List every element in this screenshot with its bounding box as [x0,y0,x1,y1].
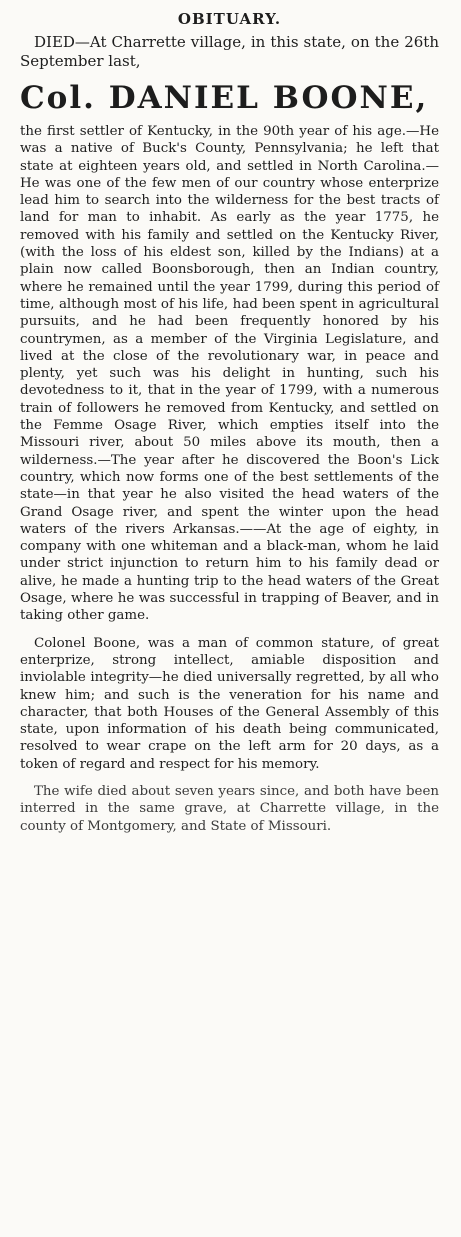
deceased-name: Col. DANIEL BOONE, [20,80,429,116]
biography-paragraph: the first settler of Kentucky, in the 90th year of his age.—He was a native of Buck's County, Pennsylvania; he left that state at eighteen years old, and settled in North Carolina.—He was one of the few men of our country whose enterprize lead him to search into the wilderness for the best tracts of land for man to inhabit. As early as the year 1775, he removed with his family and settled on the Kentucky River, (with the loss of his eldest son, killed by the Indians) at a plain now called Boonsborough, then an Indian country, where he remained until the year 1799, during this period of time, although most of his life, had been spent in agricultural pursuits, and he had been frequently honored by his countrymen, as a member of the Virginia Legislature, and lived at the close of the revolutionary war, in peace and plenty, yet such was his delight in hunting, such his devotedness to it, that in the year of 1799, with a numerous train of followers he removed from Kentucky, and settled on the Femme Osage River, which empties itself into the Missouri river, about 50 miles above its mouth, then a wilderness.—The year after he discovered the Boon's Lick country, which now forms one of the best settlements of the state—in that year he also visited the head waters of the Grand Osage river, and spent the winter upon the head waters of the rivers Arkansas.——At the age of eighty, in company with one whiteman and a black-man, whom he laid under strict injunction to return him to his family dead or alive, he made a hunting trip to the head waters of the Great Osage, where he was successful in trapping of Beaver, and in taking other game. [20,124,439,624]
obituary-heading: OBITUARY. [177,10,282,28]
died-announcement: DIED—At Charrette village, in this state, on the 26th September last, [20,33,439,70]
character-paragraph: Colonel Boone, was a man of common stature, of great enterprize, strong intellect, amiable disposition and inviolable integrity—he died universally regretted, by all who knew him; and such is the veneration for his name and character, that both Houses of the General Assembly of this state, upon information of his death being communicated, resolved to wear crape on the left arm for 20 days, as a token of regard and respect for his memory. [20,635,439,772]
burial-paragraph: The wife died about seven years since, and both have been interred in the same grave, at Charrette village, in the county of Montgomery, and State of Missouri. [20,783,439,834]
